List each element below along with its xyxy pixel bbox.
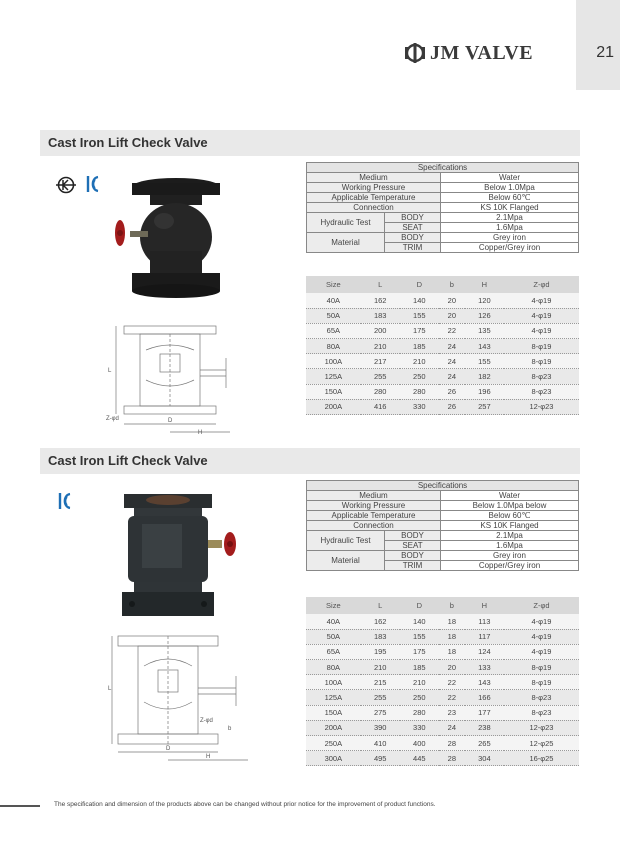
dimension-label-h: H [198,430,203,436]
table-cell: 8-φ23 [504,690,579,705]
spec-label: Medium [307,491,441,501]
table-cell: 250 [400,690,439,705]
table-cell: 210 [361,660,400,675]
kc-mark-icon [86,175,100,193]
table-cell: 177 [465,705,504,720]
table-cell: 175 [400,323,439,338]
spec-value: 2.1Mpa [441,531,579,541]
table-cell: 126 [465,308,504,323]
table-cell: 12-φ25 [504,736,579,751]
spec-heading: Specifications [307,163,579,173]
table-cell: 4-φ19 [504,644,579,659]
table-cell: 445 [400,751,439,766]
table-cell: 124 [465,644,504,659]
column-header: b [439,276,465,293]
spec-value: Grey iron [441,233,579,243]
table-cell: 8-φ23 [504,705,579,720]
table-cell: 200A [306,720,361,735]
section-header-2 [40,448,580,474]
spec-value: Water [441,173,579,183]
table-cell: 183 [361,308,400,323]
ks-mark-icon [56,176,76,194]
spec-label-material: Material [307,233,385,253]
table-cell: 400 [400,736,439,751]
table-row [306,384,579,399]
table-row [306,399,579,414]
table-row [306,675,579,690]
spec-label: Working Pressure [307,501,441,511]
brand-name: JM VALVE [430,41,534,64]
valve-technical-drawing [108,630,252,766]
spec-label: Connection [307,203,441,213]
table-row [306,354,579,369]
dimension-label-zd: Z-φd [106,416,119,422]
table-cell: 250A [306,736,361,751]
valve-technical-drawing [106,320,246,436]
table-cell: 390 [361,720,400,735]
table-cell: 8-φ19 [504,339,579,354]
brand-logo [404,40,533,66]
spec-value: 2.1Mpa [441,213,579,223]
table-cell: 28 [439,751,465,766]
table-row [306,751,579,766]
table-cell: 8-φ19 [504,660,579,675]
table-cell: 16-φ25 [504,751,579,766]
table-cell: 182 [465,369,504,384]
table-cell: 238 [465,720,504,735]
table-row [306,629,579,644]
table-cell: 22 [439,675,465,690]
table-row [306,644,579,659]
table-cell: 100A [306,354,361,369]
table-cell: 133 [465,660,504,675]
table-cell: 210 [400,675,439,690]
table-row [306,660,579,675]
table-cell: 4-φ19 [504,614,579,629]
table-row [306,293,579,308]
section-header-1 [40,130,580,156]
table-cell: 330 [400,399,439,414]
table-cell: 255 [361,690,400,705]
table-cell: 162 [361,293,400,308]
column-header: Size [306,597,361,614]
column-header: Z-φd [504,276,579,293]
table-cell: 410 [361,736,400,751]
column-header: L [361,597,400,614]
table-cell: 195 [361,644,400,659]
table-cell: 4-φ19 [504,323,579,338]
table-cell: 125A [306,369,361,384]
table-cell: 196 [465,384,504,399]
table-cell: 80A [306,339,361,354]
spec-sublabel: BODY [385,213,441,223]
table-row [306,705,579,720]
table-cell: 250 [400,369,439,384]
table-cell: 40A [306,293,361,308]
footer-note: The specification and dimension of the products above can be changed without prior notice for the improvement of product functions. [54,801,436,808]
table-cell: 155 [400,629,439,644]
spec-label-hydraulic: Hydraulic Test [307,213,385,233]
page-number: 21 [596,44,614,61]
table-cell: 140 [400,614,439,629]
table-cell: 12-φ23 [504,720,579,735]
table-cell: 200A [306,399,361,414]
table-cell: 4-φ19 [504,629,579,644]
section-title: Cast Iron Lift Check Valve [48,453,208,468]
spec-value: Below 1.0Mpa below [441,501,579,511]
spec-sublabel: TRIM [385,243,441,253]
table-cell: 8-φ23 [504,369,579,384]
spec-sublabel: BODY [385,531,441,541]
table-cell: 28 [439,736,465,751]
table-cell: 162 [361,614,400,629]
column-header: D [400,276,439,293]
table-cell: 40A [306,614,361,629]
table-cell: 255 [361,369,400,384]
spec-value: Water [441,491,579,501]
spec-label: Connection [307,521,441,531]
spec-sublabel: TRIM [385,561,441,571]
table-cell: 18 [439,644,465,659]
table-cell: 210 [361,339,400,354]
table-cell: 143 [465,339,504,354]
jm-valve-logo-icon [404,42,426,64]
dimension-label-h: H [206,754,211,760]
table-cell: 150A [306,705,361,720]
table-cell: 150A [306,384,361,399]
table-cell: 24 [439,720,465,735]
table-cell: 304 [465,751,504,766]
table-cell: 24 [439,354,465,369]
table-cell: 140 [400,293,439,308]
table-cell: 8-φ19 [504,354,579,369]
dimension-label-b: b [228,726,232,732]
table-cell: 113 [465,614,504,629]
table-cell: 65A [306,644,361,659]
spec-label-hydraulic: Hydraulic Test [307,531,385,551]
table-cell: 20 [439,308,465,323]
table-cell: 166 [465,690,504,705]
column-header: Size [306,276,361,293]
table-cell: 143 [465,675,504,690]
table-cell: 24 [439,369,465,384]
table-row [306,614,579,629]
table-cell: 155 [400,308,439,323]
specifications-table [306,162,579,253]
section-title: Cast Iron Lift Check Valve [48,135,208,150]
table-cell: 22 [439,690,465,705]
spec-sublabel: SEAT [385,223,441,233]
table-cell: 50A [306,308,361,323]
spec-value: Grey iron [441,551,579,561]
table-cell: 24 [439,339,465,354]
valve-photo [104,175,244,303]
spec-value: Below 60℃ [441,193,579,203]
table-cell: 20 [439,293,465,308]
table-cell: 200 [361,323,400,338]
table-cell: 120 [465,293,504,308]
table-cell: 183 [361,629,400,644]
spec-value: Copper/Grey iron [441,243,579,253]
table-cell: 280 [400,384,439,399]
table-cell: 125A [306,690,361,705]
table-cell: 280 [361,384,400,399]
spec-sublabel: SEAT [385,541,441,551]
table-cell: 416 [361,399,400,414]
table-row [306,690,579,705]
table-row [306,308,579,323]
table-row [306,720,579,735]
table-cell: 100A [306,675,361,690]
dimensions-table [306,597,579,766]
spec-value: Copper/Grey iron [441,561,579,571]
specifications-table [306,480,579,571]
table-cell: 80A [306,660,361,675]
table-cell: 185 [400,660,439,675]
column-header: Z-φd [504,597,579,614]
table-cell: 18 [439,629,465,644]
table-cell: 275 [361,705,400,720]
table-cell: 330 [400,720,439,735]
table-cell: 26 [439,399,465,414]
table-cell: 210 [400,354,439,369]
spec-value: KS 10K Flanged [441,203,579,213]
footer-rule [0,805,40,807]
table-cell: 135 [465,323,504,338]
table-cell: 185 [400,339,439,354]
table-row [306,339,579,354]
table-cell: 50A [306,629,361,644]
column-header: L [361,276,400,293]
table-cell: 12-φ23 [504,399,579,414]
table-cell: 117 [465,629,504,644]
spec-sublabel: BODY [385,233,441,243]
column-header: b [439,597,465,614]
table-cell: 155 [465,354,504,369]
table-cell: 20 [439,660,465,675]
spec-heading: Specifications [307,481,579,491]
spec-value: Below 1.0Mpa [441,183,579,193]
spec-value: Below 60℃ [441,511,579,521]
table-row [306,323,579,338]
kc-mark-icon [58,492,72,510]
column-header: H [465,276,504,293]
table-cell: 215 [361,675,400,690]
table-cell: 8-φ23 [504,384,579,399]
table-cell: 8-φ19 [504,675,579,690]
table-row [306,369,579,384]
spec-label: Applicable Temperature [307,511,441,521]
table-cell: 23 [439,705,465,720]
column-header: D [400,597,439,614]
spec-label-material: Material [307,551,385,571]
valve-photo [118,490,242,620]
spec-sublabel: BODY [385,551,441,561]
table-cell: 26 [439,384,465,399]
spec-value: 1.6Mpa [441,541,579,551]
table-cell: 175 [400,644,439,659]
spec-label: Applicable Temperature [307,193,441,203]
table-cell: 300A [306,751,361,766]
table-cell: 18 [439,614,465,629]
table-cell: 22 [439,323,465,338]
spec-label: Working Pressure [307,183,441,193]
spec-value: KS 10K Flanged [441,521,579,531]
dimension-label-d: D [166,746,171,752]
dimension-label-d: D [168,418,173,424]
table-cell: 257 [465,399,504,414]
table-cell: 217 [361,354,400,369]
table-cell: 280 [400,705,439,720]
table-cell: 495 [361,751,400,766]
table-cell: 65A [306,323,361,338]
spec-value: 1.6Mpa [441,223,579,233]
table-row [306,736,579,751]
table-cell: 4-φ19 [504,308,579,323]
table-cell: 265 [465,736,504,751]
dimension-label-l: L [108,686,112,692]
dimension-label-zd: Z-φd [200,718,213,724]
column-header: H [465,597,504,614]
dimensions-table [306,276,579,415]
spec-label: Medium [307,173,441,183]
table-cell: 4-φ19 [504,293,579,308]
dimension-label-l: L [108,368,112,374]
